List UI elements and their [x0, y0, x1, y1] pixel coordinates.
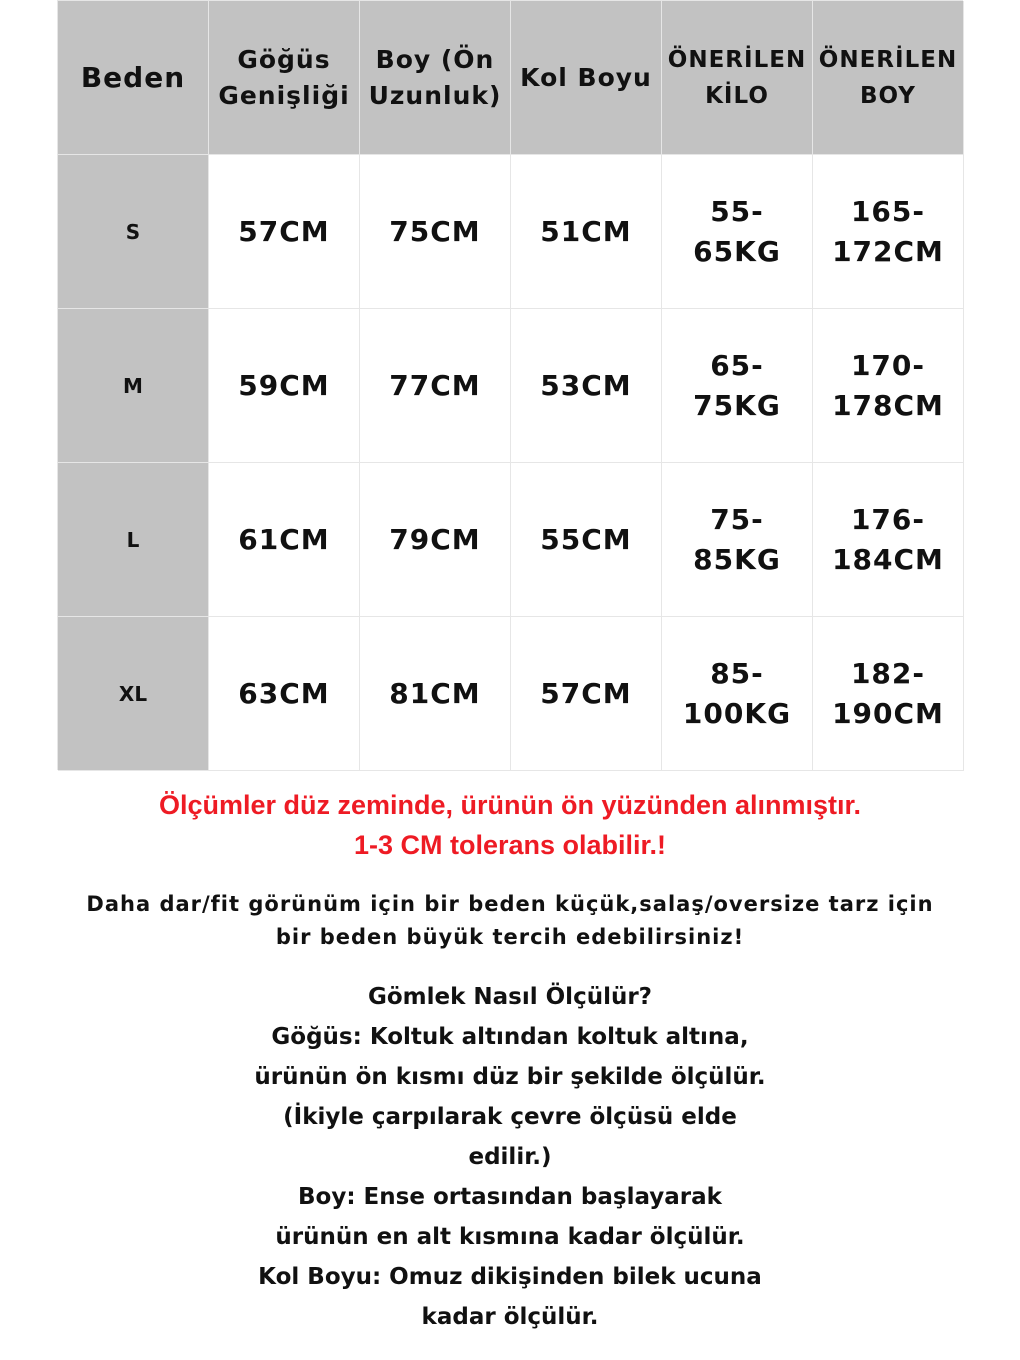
- howto-line: edilir.): [468, 1144, 552, 1170]
- howto-line: Boy: Ense ortasından başlayarak: [298, 1184, 722, 1210]
- tolerance-notice: 1-3 CM tolerans olabilir.!: [353, 830, 667, 860]
- cell-height: 165- 172CM: [813, 155, 964, 309]
- howto-line: Kol Boyu: Omuz dikişinden bilek ucuna: [258, 1264, 762, 1290]
- howto-line: kadar ölçülür.: [421, 1304, 599, 1330]
- fit-tip-line2: bir beden büyük tercih edebilirsiniz!: [275, 925, 745, 949]
- size-chart-table: [57, 0, 963, 770]
- row-size-label: M: [58, 309, 209, 463]
- header-sleeve-length: Kol Boyu: [511, 1, 662, 155]
- cell-sleeve: 57CM: [511, 617, 662, 771]
- cell-height: 170- 178CM: [813, 309, 964, 463]
- row-size-label: XL: [58, 617, 209, 771]
- measurement-notice-line1: Ölçümler düz zeminde, ürünün ön yüzünden alınmıştır.: [158, 790, 862, 820]
- cell-height: 182- 190CM: [813, 617, 964, 771]
- header-recommended-weight: ÖNERİLEN KİLO: [662, 1, 813, 155]
- howto-title: Gömlek Nasıl Ölçülür?: [367, 984, 653, 1010]
- header-chest-width: Göğüs Genişliği: [209, 1, 360, 155]
- cell-length: 81CM: [360, 617, 511, 771]
- cell-height: 176- 184CM: [813, 463, 964, 617]
- header-front-length: Boy (Ön Uzunluk): [360, 1, 511, 155]
- howto-line: ürünün ön kısmı düz bir şekilde ölçülür.: [254, 1064, 766, 1090]
- cell-chest: 61CM: [209, 463, 360, 617]
- cell-chest: 57CM: [209, 155, 360, 309]
- cell-chest: 59CM: [209, 309, 360, 463]
- header-recommended-height: ÖNERİLEN BOY: [813, 1, 964, 155]
- cell-length: 75CM: [360, 155, 511, 309]
- howto-line: ürünün en alt kısmına kadar ölçülür.: [275, 1224, 745, 1250]
- howto-line: Göğüs: Koltuk altından koltuk altına,: [271, 1024, 749, 1050]
- row-size-label: L: [58, 463, 209, 617]
- cell-length: 77CM: [360, 309, 511, 463]
- row-size-label: S: [58, 155, 209, 309]
- cell-weight: 85- 100KG: [662, 617, 813, 771]
- cell-weight: 65- 75KG: [662, 309, 813, 463]
- cell-length: 79CM: [360, 463, 511, 617]
- howto-line: (İkiyle çarpılarak çevre ölçüsü elde: [283, 1104, 737, 1130]
- fit-tip-line1: Daha dar/fit görünüm için bir beden küçük,salaş/oversize tarz için: [86, 892, 934, 916]
- cell-weight: 75- 85KG: [662, 463, 813, 617]
- cell-weight: 55- 65KG: [662, 155, 813, 309]
- cell-sleeve: 51CM: [511, 155, 662, 309]
- cell-chest: 63CM: [209, 617, 360, 771]
- cell-sleeve: 55CM: [511, 463, 662, 617]
- header-size: Beden: [58, 1, 209, 155]
- cell-sleeve: 53CM: [511, 309, 662, 463]
